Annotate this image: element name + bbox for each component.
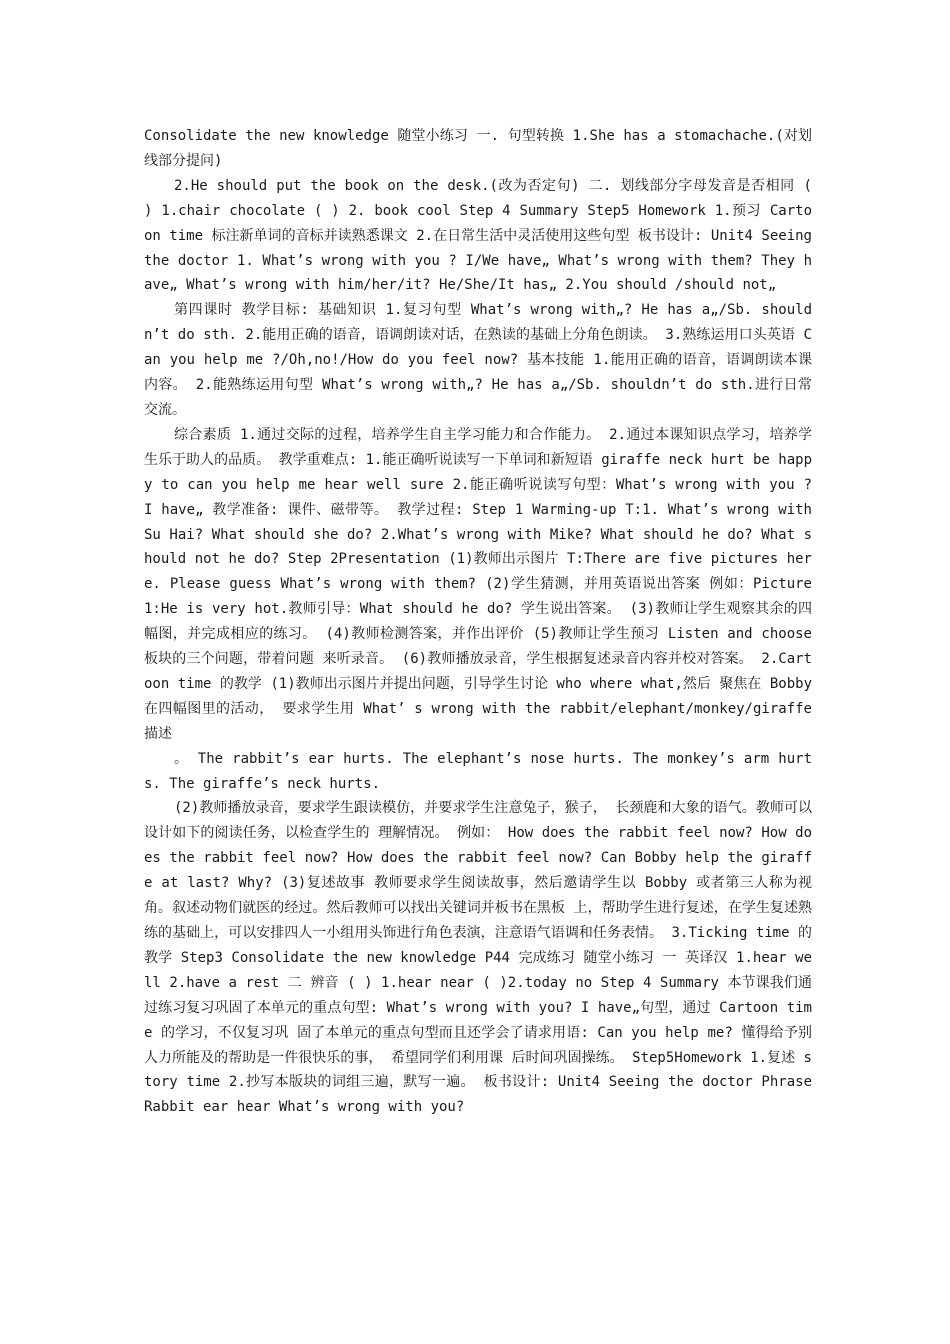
paragraph-2: 2.He should put the book on the desk.(改为否定句) 二. 划线部分字母发音是否相同 ( ) 1.chair chocolate ( ) 2. book cool Step 4 Summary Step5 Homework 1.预习 Cartoon time 标注新单词的音标并读熟悉课文 2.在日常生活中灵活使用这些句型 板书设计: Unit4 Seeing the doctor 1. What’s wrong with you ? I/We have„ What’s wrong with them? They have„ What’s wrong with him/her/it? He/She/It has„ 2.You should /should not„ [144,177,812,294]
paragraph-4: 综合素质 1.通过交际的过程，培养学生自主学习能力和合作能力。 2.通过本课知识点学习，培养学生乐于助人的品质。 教学重难点: 1.能正确听说读写一下单词和新短语 giraffe neck hurt be happy to can you help me hear well sure 2.能正确听说读写句型：What’s wrong with you ? I have„ 教学准备: 课件、磁带等。 教学过程: Step 1 Warming-up T:1. What’s wrong with Su Hai? What should she do? 2.What’s wrong with Mike? What should he do? What should not he do? Step 2Presentation (1)教师出示图片 T:There are five pictures here. Please guess What’s wrong with them? (2)学生猜测，并用英语说出答案 例如：Picture 1:He is very hot.教师引导：What should he do? 学生说出答案。 (3)教师让学生观察其余的四幅图，并完成相应的练习。 (4)教师检测答案，并作出评价 (5)教师让学生预习 Listen and choose 板块的三个问题，带着问题 来听录音。 (6)教师播放录音，学生根据复述录音内容并校对答案。 2.Cartoon time 的教学 (1)教师出示图片并提出问题，引导学生讨论 who where what,然后 聚焦在 Bobby 在四幅图里的活动， 要求学生用 What’ s wrong with the rabbit/elephant/monkey/giraffe 描述 [144,426,812,742]
paragraph-3: 第四课时 教学目标: 基础知识 1.复习句型 What’s wrong with„? He has a„/Sb. shouldn’t do sth. 2.能用正确的语音，语调朗读对话，在熟读的基础上分角色朗读。 3.熟练运用口头英语 Can you help me ?/Oh,no!/How do you feel now? 基本技能 1.能用正确的语音，语调朗读本课内容。 2.能熟练运用句型 What’s wrong with„? He has a„/Sb. shouldn’t do sth.进行日常交流。 [144,302,812,418]
document-body [144,124,812,1120]
paragraph-1: Consolidate the new knowledge 随堂小练习 一. 句型转换 1.She has a stomachache.(对划线部分提问) [144,128,812,169]
paragraph-5: 。 The rabbit’s ear hurts. The elephant’s nose hurts. The monkey’s arm hurts. The giraffe’s neck hurts. [144,750,812,792]
paragraph-6: (2)教师播放录音，要求学生跟读模仿，并要求学生注意兔子，猴子， 长颈鹿和大象的语气。教师可以设计如下的阅读任务，以检查学生的 理解情况。 例如： How does the rabbit feel now? How does the rabbit feel now? How does the rabbit feel now? Can Bobby help the giraffe at last? Why? (3)复述故事 教师要求学生阅读故事，然后邀请学生以 Bobby 或者第三人称为视 角。叙述动物们就医的经过。然后教师可以找出关键词并板书在黑板 上，帮助学生进行复述，在学生复述熟练的基础上，可以安排四人一小组用头饰进行角色表演，注意语气语调和任务表情。 3.Ticking time 的教学 Step3 Consolidate the new knowledge P44 完成练习 随堂小练习 一 英译汉 1.hear well 2.have a rest 二 辨音 ( ) 1.hear near ( )2.today no Step 4 Summary 本节课我们通过练习复习巩固了本单元的重点句型: What’s wrong with you? I have„句型，通过 Cartoon time 的学习，不仅复习巩 固了本单元的重点句型而且还学会了请求用语: Can you help me? 懂得给予别人力所能及的帮助是一件很快乐的事， 希望同学们利用课 后时间巩固操练。 Step5Homework 1.复述 story time 2.抄写本版块的词组三遍，默写一遍。 板书设计: Unit4 Seeing the doctor Phrase Rabbit ear hear What’s wrong with you? [144,800,812,1116]
